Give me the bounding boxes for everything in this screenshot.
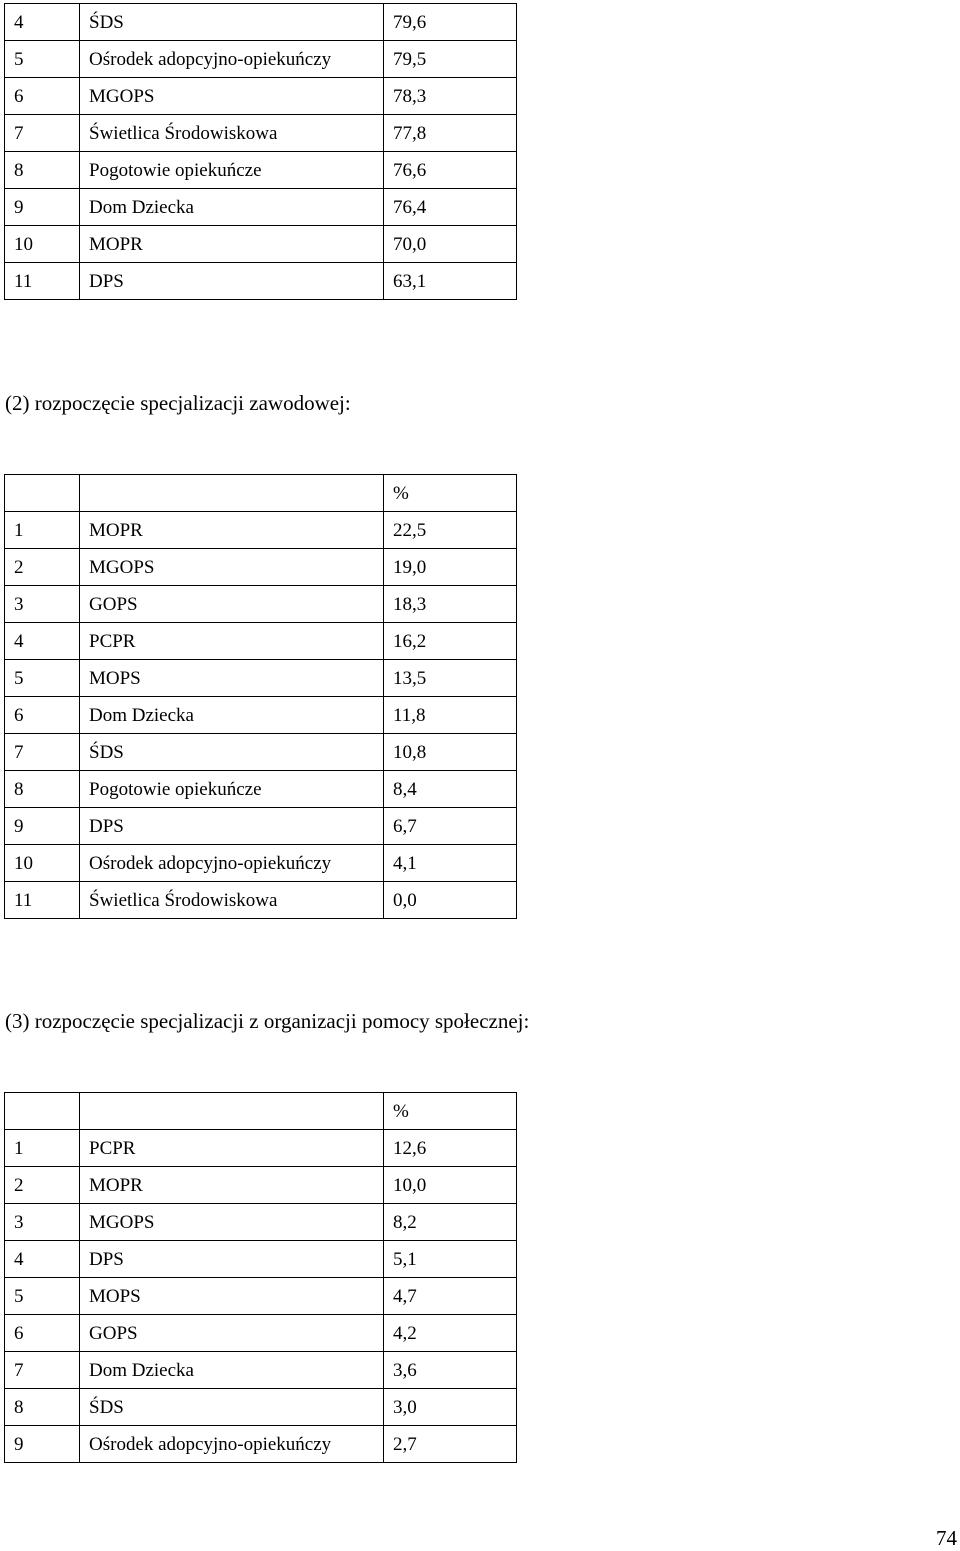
unit-name-cell: Dom Dziecka	[80, 1352, 384, 1389]
row-number-cell: 5	[5, 660, 80, 697]
percentage-value-cell: 4,1	[384, 845, 517, 882]
table-row	[5, 549, 517, 586]
unit-name-cell	[80, 475, 384, 512]
row-number-cell: 8	[5, 1389, 80, 1426]
section-3-heading: (3) rozpoczęcie specjalizacji z organizacji pomocy społecznej:	[5, 1009, 530, 1033]
unit-name-cell: MGOPS	[80, 1204, 384, 1241]
row-number-cell: 4	[5, 1241, 80, 1278]
table-header-row	[5, 1093, 517, 1130]
row-number-cell: 8	[5, 771, 80, 808]
table-row	[5, 226, 517, 263]
percentage-value-cell: 4,7	[384, 1278, 517, 1315]
table-row	[5, 115, 517, 152]
percentage-value-cell: 63,1	[384, 263, 517, 300]
unit-name-cell: GOPS	[80, 586, 384, 623]
table-section-3	[4, 1092, 517, 1463]
unit-name-cell: PCPR	[80, 623, 384, 660]
row-number-cell: 2	[5, 549, 80, 586]
row-number-cell: 3	[5, 586, 80, 623]
row-number-cell	[5, 1093, 80, 1130]
unit-name-cell: DPS	[80, 1241, 384, 1278]
page-number: 74	[936, 1526, 957, 1550]
table-row	[5, 78, 517, 115]
table-row	[5, 263, 517, 300]
table-row	[5, 586, 517, 623]
row-number-cell: 5	[5, 1278, 80, 1315]
unit-name-cell: MOPS	[80, 660, 384, 697]
row-number-cell: 10	[5, 845, 80, 882]
table-row	[5, 771, 517, 808]
table-row	[5, 697, 517, 734]
percentage-value-cell: 10,0	[384, 1167, 517, 1204]
percentage-value-cell: 76,4	[384, 189, 517, 226]
table-row	[5, 1315, 517, 1352]
table-row	[5, 1130, 517, 1167]
unit-name-cell: Świetlica Środowiskowa	[80, 115, 384, 152]
percentage-value-cell: 6,7	[384, 808, 517, 845]
percentage-value-cell: 3,0	[384, 1389, 517, 1426]
row-number-cell: 4	[5, 4, 80, 41]
percentage-value-cell: 78,3	[384, 78, 517, 115]
percentage-value-cell: 79,5	[384, 41, 517, 78]
percentage-value-cell: 3,6	[384, 1352, 517, 1389]
percentage-value-cell: 19,0	[384, 549, 517, 586]
percentage-value-cell: %	[384, 475, 517, 512]
unit-name-cell: DPS	[80, 808, 384, 845]
row-number-cell: 7	[5, 734, 80, 771]
table-header-row	[5, 475, 517, 512]
percentage-value-cell: 13,5	[384, 660, 517, 697]
row-number-cell: 10	[5, 226, 80, 263]
table-row	[5, 1241, 517, 1278]
row-number-cell: 9	[5, 808, 80, 845]
percentage-value-cell: 16,2	[384, 623, 517, 660]
unit-name-cell: GOPS	[80, 1315, 384, 1352]
unit-name-cell	[80, 1093, 384, 1130]
percentage-value-cell: 79,6	[384, 4, 517, 41]
table-row	[5, 734, 517, 771]
unit-name-cell: ŚDS	[80, 734, 384, 771]
row-number-cell: 1	[5, 512, 80, 549]
unit-name-cell: MOPR	[80, 1167, 384, 1204]
row-number-cell: 1	[5, 1130, 80, 1167]
table-row	[5, 623, 517, 660]
row-number-cell	[5, 475, 80, 512]
row-number-cell: 11	[5, 882, 80, 919]
unit-name-cell: Pogotowie opiekuńcze	[80, 152, 384, 189]
row-number-cell: 3	[5, 1204, 80, 1241]
table-section-1-continued	[4, 3, 517, 300]
table-row	[5, 845, 517, 882]
table-row	[5, 882, 517, 919]
unit-name-cell: Świetlica Środowiskowa	[80, 882, 384, 919]
row-number-cell: 7	[5, 115, 80, 152]
unit-name-cell: MGOPS	[80, 549, 384, 586]
unit-name-cell: Ośrodek adopcyjno-opiekuńczy	[80, 1426, 384, 1463]
percentage-value-cell: 0,0	[384, 882, 517, 919]
row-number-cell: 2	[5, 1167, 80, 1204]
table-row	[5, 1389, 517, 1426]
row-number-cell: 8	[5, 152, 80, 189]
unit-name-cell: MOPR	[80, 512, 384, 549]
row-number-cell: 9	[5, 1426, 80, 1463]
unit-name-cell: Ośrodek adopcyjno-opiekuńczy	[80, 845, 384, 882]
table-row	[5, 41, 517, 78]
percentage-value-cell: 77,8	[384, 115, 517, 152]
percentage-value-cell: 10,8	[384, 734, 517, 771]
row-number-cell: 11	[5, 263, 80, 300]
table-row	[5, 152, 517, 189]
percentage-value-cell: %	[384, 1093, 517, 1130]
unit-name-cell: Dom Dziecka	[80, 189, 384, 226]
table-row	[5, 189, 517, 226]
table-row	[5, 1352, 517, 1389]
percentage-value-cell: 22,5	[384, 512, 517, 549]
row-number-cell: 9	[5, 189, 80, 226]
row-number-cell: 4	[5, 623, 80, 660]
row-number-cell: 7	[5, 1352, 80, 1389]
table-row	[5, 1278, 517, 1315]
table-row	[5, 808, 517, 845]
row-number-cell: 6	[5, 1315, 80, 1352]
percentage-value-cell: 8,4	[384, 771, 517, 808]
table-section-2	[4, 474, 517, 919]
unit-name-cell: DPS	[80, 263, 384, 300]
percentage-value-cell: 12,6	[384, 1130, 517, 1167]
percentage-value-cell: 2,7	[384, 1426, 517, 1463]
percentage-value-cell: 76,6	[384, 152, 517, 189]
unit-name-cell: ŚDS	[80, 1389, 384, 1426]
row-number-cell: 5	[5, 41, 80, 78]
section-2-heading: (2) rozpoczęcie specjalizacji zawodowej:	[5, 391, 351, 415]
row-number-cell: 6	[5, 697, 80, 734]
unit-name-cell: Pogotowie opiekuńcze	[80, 771, 384, 808]
unit-name-cell: ŚDS	[80, 4, 384, 41]
percentage-value-cell: 18,3	[384, 586, 517, 623]
percentage-value-cell: 5,1	[384, 1241, 517, 1278]
percentage-value-cell: 4,2	[384, 1315, 517, 1352]
table-row	[5, 1426, 517, 1463]
unit-name-cell: Dom Dziecka	[80, 697, 384, 734]
percentage-value-cell: 8,2	[384, 1204, 517, 1241]
table-row	[5, 4, 517, 41]
unit-name-cell: PCPR	[80, 1130, 384, 1167]
unit-name-cell: MOPR	[80, 226, 384, 263]
table-row	[5, 512, 517, 549]
table-row	[5, 1204, 517, 1241]
table-row	[5, 660, 517, 697]
unit-name-cell: MGOPS	[80, 78, 384, 115]
percentage-value-cell: 70,0	[384, 226, 517, 263]
row-number-cell: 6	[5, 78, 80, 115]
unit-name-cell: Ośrodek adopcyjno-opiekuńczy	[80, 41, 384, 78]
percentage-value-cell: 11,8	[384, 697, 517, 734]
table-row	[5, 1167, 517, 1204]
unit-name-cell: MOPS	[80, 1278, 384, 1315]
